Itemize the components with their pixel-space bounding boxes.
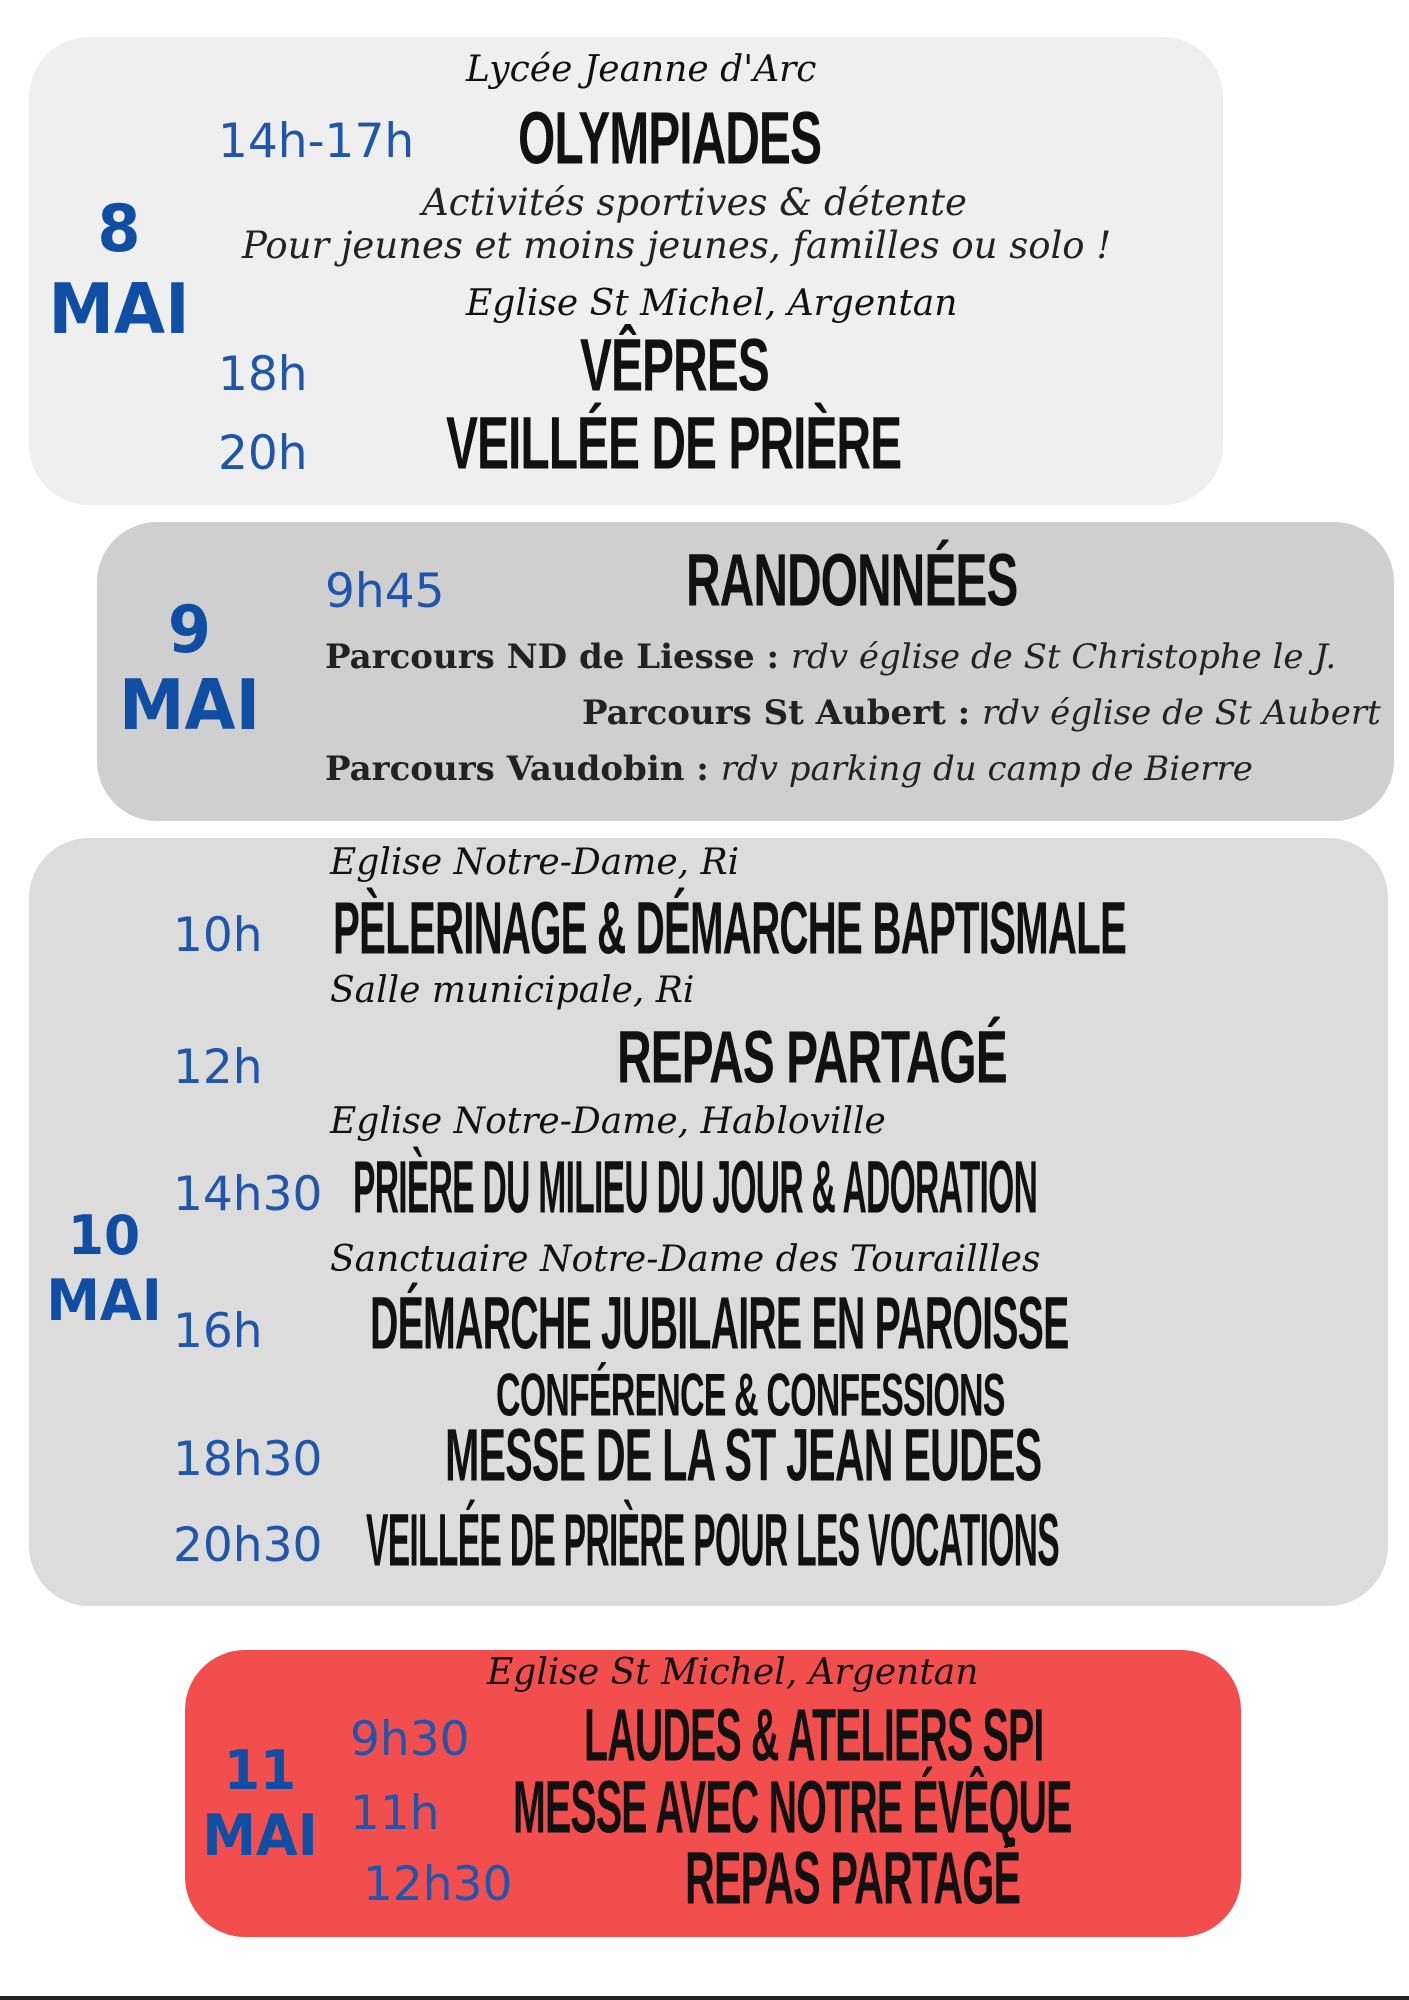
day-number: 11 (223, 1739, 297, 1803)
route-separator: : (754, 637, 791, 677)
event-time: 18h30 (173, 1432, 323, 1487)
route-name: Parcours Vaudobin (325, 749, 685, 789)
event-time: 12h (173, 1040, 263, 1095)
route-name: Parcours St Aubert (582, 693, 946, 733)
event-title: LAUDES & ATELIERS SPI (584, 1695, 1044, 1778)
event-time: 12h30 (363, 1857, 513, 1912)
event-title: RANDONNÉES (686, 540, 1018, 623)
venue-label: Eglise St Michel, Argentan (487, 1652, 979, 1693)
route-meeting-point: rdv église de St Aubert (982, 693, 1381, 733)
event-title: VEILLÉE DE PRIÈRE POUR LES VOCATIONS (366, 1500, 1059, 1583)
day-number: 10 (67, 1204, 141, 1268)
day-number: 8 (97, 190, 141, 267)
event-time: 16h (173, 1304, 263, 1359)
event-time: 14h-17h (218, 114, 415, 169)
event-title: MESSE AVEC NOTRE ÉVÊQUE (513, 1767, 1072, 1850)
event-time: 20h30 (173, 1518, 323, 1573)
event-title: OLYMPIADES (518, 98, 821, 181)
event-description: Activités sportives & détente (422, 181, 967, 224)
event-description: Pour jeunes et moins jeunes, familles ou solo ! (242, 224, 1112, 267)
event-title: DÉMARCHE JUBILAIRE EN PAROISSE (370, 1283, 1069, 1366)
event-time: 9h45 (325, 564, 445, 619)
event-title: VÊPRES (580, 325, 769, 408)
event-time: 18h (218, 347, 308, 402)
venue-label: Salle municipale, Ri (330, 970, 695, 1011)
route-meeting-point: rdv église de St Christophe le J. (790, 637, 1337, 677)
route-line (582, 693, 1381, 733)
route-separator: : (945, 693, 983, 733)
day-month: MAI (48, 269, 190, 350)
day-month: MAI (118, 665, 261, 746)
venue-label: Eglise Notre-Dame, Habloville (330, 1101, 886, 1142)
venue-label: Eglise St Michel, Argentan (466, 283, 958, 324)
event-time: 9h30 (350, 1712, 470, 1767)
event-title: PRIÈRE DU MILIEU DU JOUR & ADORATION (353, 1147, 1038, 1230)
event-title: MESSE DE LA ST JEAN EUDES (445, 1415, 1042, 1498)
event-time: 10h (173, 908, 263, 963)
event-title: REPAS PARTAGÉ (617, 1017, 1007, 1100)
event-title: REPAS PARTAGÉ (685, 1838, 1021, 1921)
day-number: 9 (167, 591, 212, 668)
bottom-border (0, 1996, 1409, 2000)
route-meeting-point: rdv parking du camp de Bierre (720, 749, 1253, 789)
event-title: VEILLÉE DE PRIÈRE (446, 403, 902, 486)
event-title: PÈLERINAGE & DÉMARCHE BAPTISMALE (333, 888, 1127, 971)
event-subtitle: CONFÉRENCE & CONFESSIONS (496, 1363, 1005, 1429)
event-time: 14h30 (173, 1167, 323, 1222)
event-time: 20h (218, 426, 308, 481)
route-line (325, 749, 1253, 789)
venue-label: Lycée Jeanne d'Arc (466, 49, 817, 90)
route-name: Parcours ND de Liesse (325, 637, 755, 677)
route-line (325, 637, 1337, 677)
day-month: MAI (46, 1267, 162, 1334)
event-time: 11h (350, 1786, 440, 1841)
route-separator: : (684, 749, 721, 789)
venue-label: Sanctuaire Notre-Dame des Touraillles (330, 1239, 1041, 1280)
venue-label: Eglise Notre-Dame, Ri (330, 842, 740, 883)
day-month: MAI (202, 1802, 318, 1869)
